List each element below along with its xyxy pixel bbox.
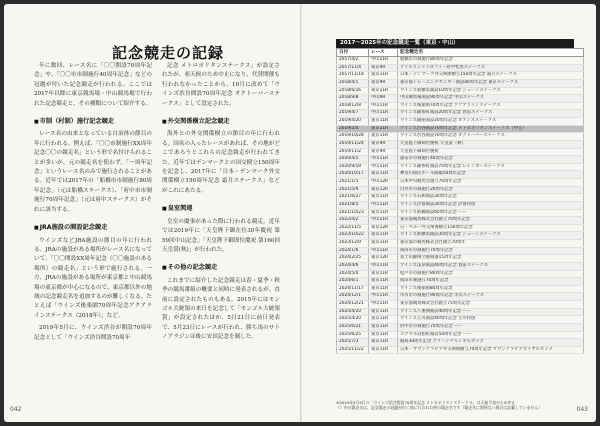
cell-race: 東京11R (369, 323, 398, 331)
cell-date: 2025/6/21 (337, 323, 369, 331)
cell-date: 2022/11/5 (337, 224, 369, 232)
memorial-race-name: ウインズ新橋開設60周年記念 ーー (400, 209, 467, 215)
memorial-race-name: ウインズ錦糸町開設20周年記念 春雷ステークス (400, 110, 493, 116)
table-row (337, 125, 584, 133)
memorial-race-name: 開局30周年記念 グリーンチャンネルカップ (400, 339, 484, 345)
cell-race: 東京9R (369, 79, 398, 87)
cell-race: 中山11R (369, 217, 398, 225)
cell-race: 東京11R (369, 285, 398, 293)
cell-date: 2021/5/9 (337, 186, 369, 194)
memorial-race-name: ウインズ後楽園80周年記念 (400, 285, 453, 291)
cell-date: 2024/12/21 (337, 301, 369, 309)
cell-date: 2024/6/1 (337, 278, 369, 286)
memorial-race-name: 船橋市市制施行80周年記念 (400, 57, 453, 62)
cell-date: 2021/1/5 (337, 179, 369, 187)
cell-race: 中山11R (369, 247, 398, 255)
memorial-race-name: 中山競馬場開設90周年記念 中山ステークス (400, 95, 485, 101)
cell-name (398, 201, 584, 209)
cell-date: 2025/4/20 (337, 316, 369, 324)
cell-race: 中山11R (369, 102, 398, 110)
square-bullet-icon: ■ (34, 119, 39, 126)
memorial-race-name: 神奈川県民ホール開館50周年記念 (400, 171, 466, 177)
table-row (337, 339, 584, 347)
cell-name (398, 323, 584, 331)
cell-date: 2019/4/7 (337, 110, 369, 118)
memorial-race-name: ウインズ立川開設40周年記念 立川特別 (400, 316, 476, 322)
cell-name (398, 64, 584, 72)
table-row (337, 323, 584, 331)
section-paragraph: ウインズなどJRA施設の節目の年に行われる。JRAの施設がある場所がレース名になっていて、「〇〇開設XX周年記念（〇〇施設のある場所）の競走名」という形で施行される。一方、JRAの施設がある場所が東京都と中山競馬場の東京都が中心になるので、東京都以外の地域の記念競走名を追加するのが難しくなる。たとえば「ウインズ後楽園70周年記念アクアラインステークス（2018年）」など。 (34, 237, 152, 319)
table-row (337, 194, 584, 202)
cell-date: 2018/4/1 (337, 79, 369, 87)
section-heading-imperial: ■皇室関連 (162, 205, 193, 213)
cell-date: 2025/11/22 (337, 346, 369, 354)
square-bullet-icon: ■ (34, 225, 39, 232)
memorial-race-name: ウインズ汐留開設30周年記念 汐留特別 (400, 201, 476, 207)
cell-name (398, 224, 584, 232)
section-paragraph: レース名の由来となっている自治体の節目の年に行われる。例えば、「〇〇市制施行XX周年記念〇〇の競走名」という形で名付けられることが多いが、元の競走名を使わず、「一周年記念」というレース名のみで施行されることがある。近年では2017年の「船橋市市制施行80周年記念」（元は船橋ステークス）、「府中市市制施行70周年記念」（元は府中ステークス）がそれに該当する。 (34, 131, 152, 213)
cell-name (398, 194, 584, 202)
memorial-race-name: 松戸市市制施行80周年記念 (400, 270, 453, 276)
cell-race: 中山11R (369, 262, 398, 270)
cell-date: 2019/4/20 (337, 118, 369, 126)
cell-race: 東京11R (369, 316, 398, 324)
memorial-race-name: ウインズ石和開設30周年記念 (400, 194, 457, 200)
memorial-race-name: エクセル浜松町開設50周年記念 ーー (400, 331, 472, 337)
table-row (337, 140, 584, 148)
cell-date: 2021/10/23 (337, 209, 369, 217)
cell-race: 東京11R (369, 133, 398, 141)
table-row (337, 301, 584, 309)
cell-date: 2021/6/27 (337, 194, 369, 202)
cell-race: 中山11R (369, 57, 398, 65)
cell-name (398, 133, 584, 141)
memorial-race-name: アイルランドトロフィー府中牝馬ステークス (400, 64, 486, 70)
memorial-race-name: 日・ペルー外交関係樹立150周年記念 (400, 224, 473, 230)
race-table (336, 48, 584, 354)
cell-name (398, 156, 584, 164)
section-heading-jra-facility: ■JRA施設の開設記念競走 (34, 224, 108, 232)
cell-race: 東京11R (369, 240, 398, 248)
cell-race: 中山11R (369, 293, 398, 301)
memorial-race-name: ウインズ銀座開設20周年記念 オアシスステークス (400, 118, 497, 123)
memorial-race-name: 白井市市制施行20周年記念 (400, 186, 453, 192)
cell-name (398, 255, 584, 263)
square-bullet-icon: ■ (162, 206, 167, 213)
cell-name (398, 293, 584, 301)
cell-race: 東京12R (369, 186, 398, 194)
book-spread (4, 4, 596, 422)
cell-date: 2017/11/18 (337, 72, 369, 80)
cell-race: 東京11R (369, 118, 398, 126)
cell-date: 2024/4/6 (337, 262, 369, 270)
cell-name (398, 79, 584, 87)
cell-race: 東京11R (369, 346, 398, 354)
note-line: ※2019年5月4日の「ウインズ渋谷開設70周年記念 メトロポリタンステークス」は天候不良のため中止 (336, 400, 516, 405)
table-body (337, 57, 584, 354)
cell-date: 2019/5/4 (337, 125, 369, 133)
memorial-race-name: 天皇陛下御即位慶祝 (400, 148, 439, 154)
cell-name (398, 102, 584, 110)
section-heading-diplomatic: ■外交関係樹立記念競走 (162, 118, 230, 126)
table-notes (336, 400, 576, 411)
text-column-2 (162, 62, 280, 346)
cell-date: 2024/5/4 (337, 270, 369, 278)
cell-name (398, 110, 584, 118)
cell-race: 東京11R (369, 308, 398, 316)
cell-name (398, 209, 584, 217)
memorial-race-name: 東京都競馬株式会社創立70周年記念 (400, 217, 470, 223)
table-row (337, 293, 584, 301)
cell-race: 中山9R (369, 95, 398, 103)
cell-name (398, 240, 584, 248)
cell-date: 2023/12/9 (337, 240, 369, 248)
memorial-race-name: 成田市市制施行70周年記念 (400, 247, 453, 253)
cell-name (398, 346, 584, 354)
square-bullet-icon: ■ (162, 119, 167, 126)
cell-date: 2022/4/2 (337, 217, 369, 225)
table-row (337, 240, 584, 248)
table-row (337, 331, 584, 339)
page-number-right: 043 (576, 406, 588, 413)
text-column-1 (34, 62, 152, 346)
table-row (337, 72, 584, 80)
memorial-race-name: ウインズ後楽園70周年記念 アクアラインステークス (400, 102, 501, 108)
table-row (337, 308, 584, 316)
table-row (337, 217, 584, 225)
memorial-race-name: ウインズ渋谷開設70周年記念 オクトーバーステークス (400, 133, 505, 139)
cell-date: 2025/6/25 (337, 331, 369, 339)
cell-date: 2023/10/22 (337, 232, 369, 240)
continued-paragraph: 記念 メトロポリタンステークス」が設定されたが、亜天候のため中止になり、代替開催も行われなかったことから、10月に改めて「ウインズ渋谷開設70周年記念 オクトーバーステークス」として設定された。 (162, 63, 280, 107)
table-row (337, 201, 584, 209)
memorial-race-name: ウインズ錦糸町開設70周年記念 レインボーステークス (400, 163, 505, 169)
memorial-race-name: 東京都競馬株式会社創立75周年記念 (400, 301, 470, 306)
cell-name (398, 278, 584, 286)
table-row (337, 118, 584, 126)
cell-race: 東京9R (369, 148, 398, 156)
table-title: 2017～2025年の記念競走一覧（東京・中山） (336, 39, 574, 48)
cell-name (398, 217, 584, 225)
table-row (337, 79, 584, 87)
cell-date: 2018/12/8 (337, 102, 369, 110)
cell-name (398, 179, 584, 187)
left-page (4, 4, 300, 422)
cell-date: 2020/4/5 (337, 156, 369, 164)
cell-name (398, 262, 584, 270)
cell-date: 2018/9/8 (337, 95, 369, 103)
memorial-race-name: 日本・サウジアラビア外交関係樹立70周年記念 サウジアラビアロイヤルカップ (400, 346, 553, 352)
table-row (337, 232, 584, 240)
cell-date: 2024/1/6 (337, 247, 369, 255)
cell-date: 2021/8/5 (337, 201, 369, 209)
cell-name (398, 247, 584, 255)
square-bullet-icon: ■ (162, 265, 167, 272)
section-paragraph: 皇室の慶事があった際に行われる競走。近年では2019年に「天皇陛下御在位30年慶祝 第59回中山記念」「天皇陛下御即位慶祝 第160回天皇賞(秋)」が行われた。 (162, 218, 280, 253)
table-row (337, 270, 584, 278)
cell-race: 東京11R (369, 72, 398, 80)
cell-race: 東京11R (369, 87, 398, 95)
cell-date: 2019/11/2 (337, 148, 369, 156)
cell-name (398, 232, 584, 240)
cell-date: 2025/4/20 (337, 308, 369, 316)
cell-date: 2017/11/4 (337, 64, 369, 72)
cell-race: 東京11R (369, 331, 398, 339)
cell-name (398, 57, 584, 65)
cell-date: 2019/11/24 (337, 140, 369, 148)
memorial-race-name: 市川市市制施行90周年記念 市川ステークス (400, 293, 485, 299)
cell-race: 東京9R (369, 140, 398, 148)
table-row (337, 186, 584, 194)
cell-race: 東京9R (369, 64, 398, 72)
table-row (337, 64, 584, 72)
cell-race: 中山11R (369, 301, 398, 309)
cell-race: 中山12R (369, 179, 398, 187)
cell-name (398, 316, 584, 324)
right-page (302, 4, 596, 422)
cell-name (398, 95, 584, 103)
cell-date: 2020/9/19 (337, 163, 369, 171)
page-number-left: 042 (10, 406, 22, 413)
section-paragraph: これまでに紹介した記念競走は春・夏季・秋季の競馬番組の概要と同時に発表されるが、直前に設定されたものもある。2015年にはモンゴル大統領の来日を記念して「モンゴル大統領賞」が設定されたほか、5月21日に前日発表で、5月23日にレースが行われ、勝ち馬のサトノアラジンは後に安田記念を制した。 (162, 277, 280, 341)
col-header-race: レース (369, 49, 398, 57)
cell-race: 中山11R (369, 201, 398, 209)
cell-date: 2018/6/16 (337, 87, 369, 95)
memorial-race-name: 日本・デンマーク外交関係樹立150周年記念 霜月ステークス (400, 72, 517, 78)
table-row (337, 179, 584, 187)
cell-date: 2024/2/25 (337, 255, 369, 263)
cell-name (398, 72, 584, 80)
col-header-name: 記念競走名 (398, 49, 584, 57)
memorial-race-name: 浦安市市制施行40周年記念 (400, 156, 453, 162)
table-row (337, 278, 584, 286)
memorial-race-name: 天皇陛下御即位慶祝 天皇賞（秋） (400, 140, 466, 146)
cell-date: 2024/12/1 (337, 293, 369, 301)
cell-race: 東京11R (369, 339, 398, 347)
table-row (337, 262, 584, 270)
cell-name (398, 148, 584, 156)
table-row (337, 224, 584, 232)
cell-race: 中山11R (369, 110, 398, 118)
memorial-race-name: 成田市制施行70周年記念 (400, 278, 449, 284)
page-title: 記念競走の記録 (112, 44, 225, 62)
memorial-race-name: 東京都トレーニングセンター開設40周年記念 東京ステークス (400, 79, 519, 85)
memorial-race-name: ウインズ新横浜開設10周年記念 ジューンステークス (400, 87, 501, 93)
table-row (337, 171, 584, 179)
table-row (337, 285, 584, 293)
table-row (337, 247, 584, 255)
cell-race: 東京11R (369, 232, 398, 240)
cell-race: 東京11R (369, 209, 398, 217)
cell-name (398, 140, 584, 148)
cell-date: 2019/10/28 (337, 133, 369, 141)
cell-name (398, 118, 584, 126)
cell-name (398, 186, 584, 194)
cell-date: 2017/4/2 (337, 57, 369, 65)
table-row (337, 95, 584, 103)
cell-name (398, 87, 584, 95)
memorial-race-name: ウインズ新横浜開設30周年記念 ジューンステークス (400, 232, 501, 238)
section-heading-other: ■その他の記念競走 (162, 264, 218, 272)
cell-name (398, 270, 584, 278)
table-row (337, 255, 584, 263)
cell-name (398, 163, 584, 171)
cell-name (398, 171, 584, 179)
cell-name (398, 285, 584, 293)
table-row (337, 57, 584, 65)
cell-race: 東京11R (369, 125, 398, 133)
cell-name (398, 339, 584, 347)
table-row (337, 346, 584, 354)
cell-name (398, 125, 584, 133)
memorial-race-name: 東京都市競馬株式会社創立70周年 (400, 240, 466, 245)
section-paragraph: 2019年5月に、ウインズ渋谷が開設70周年記念として「ウインズ渋谷開設70周年 (34, 325, 152, 341)
cell-race: 中山11R (369, 163, 398, 171)
cell-name (398, 331, 584, 339)
cell-race: 東京11R (369, 171, 398, 179)
table-row (337, 133, 584, 141)
table-header-row (337, 49, 584, 57)
table-row (337, 316, 584, 324)
memorial-race-name: ウインズ八重洲開設40周年記念 ーー (400, 308, 472, 314)
cell-race: 東京12R (369, 224, 398, 232)
col-header-date: 日付 (337, 49, 369, 57)
memorial-race-name: ウインズ浅草開設40周年記念 春雷ステークス (400, 262, 489, 268)
cell-race: 東京11R (369, 278, 398, 286)
memorial-race-name: 府中市市制施行70周年記念 ーー (400, 323, 463, 329)
table-row (337, 102, 584, 110)
cell-name (398, 308, 584, 316)
memorial-race-name: ウインズ渋谷開設70周年記念 メトロポリタンステークス（中止） (400, 125, 527, 131)
memorial-race-name: 富士山静岡空港開港15周年記念 (400, 255, 462, 261)
memorial-race-name: 日本中央競馬会創立70周年記念 (400, 179, 462, 184)
section-heading-municipal: ■市制（村制）施行記念競走 (34, 118, 114, 126)
cell-race: 中山11R (369, 156, 398, 164)
memorial-race-table (336, 39, 574, 354)
table-row (337, 209, 584, 217)
intro-paragraph: 年に数回、レース名に「〇〇開設70周年記念」や、「〇〇市市制施行40周年記念」などの冠題が付いた記念競走が行われる。ここでは2017年以降に東京競馬場・中山競馬場で行われた記念競走と、その種類について紹介する。 (34, 63, 152, 107)
section-paragraph: 海外との外交関係樹立の節目の年に行われる。国名の入ったレースがあれば、その地がどこであろうとこれらの記念競走が行われてきた。近年ではデンマークとの国交樹立150周年を記念し、2017年に「日本・デンマーク外交関係樹立150周年記念 霜月ステークス」などがこれにあたる。 (162, 131, 280, 194)
note-line: （）内の競走名は、記念競走の冠題が付く前に行われた時の競走名です（競走名に関係ない場合は記載していません） (336, 405, 543, 411)
table-row (337, 148, 584, 156)
cell-race: 東京12R (369, 255, 398, 263)
table-row (337, 163, 584, 171)
cell-date: 2025/7/3 (337, 339, 369, 347)
cell-race: 東京11R (369, 194, 398, 202)
cell-date: 2020/10/17 (337, 171, 369, 179)
cell-race: 東京11R (369, 270, 398, 278)
table-row (337, 156, 584, 164)
table-row (337, 87, 584, 95)
table-row (337, 110, 584, 118)
cell-name (398, 301, 584, 309)
cell-date: 2024/11/17 (337, 285, 369, 293)
